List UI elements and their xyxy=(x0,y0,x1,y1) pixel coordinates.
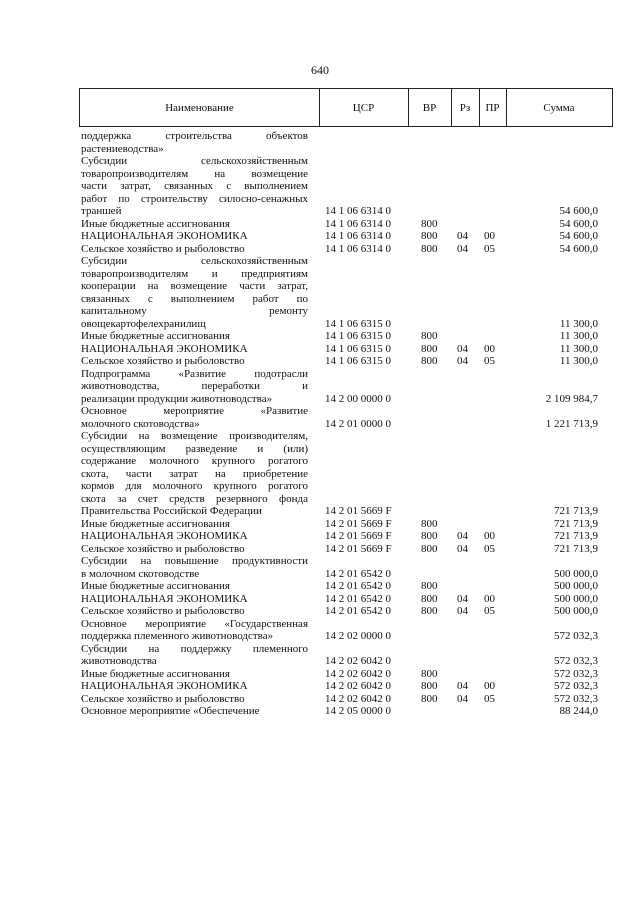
row-csr: 14 2 05 0000 0 xyxy=(325,705,391,717)
table-row xyxy=(0,330,640,343)
row-sum: 54 600,0 xyxy=(559,242,598,255)
row-csr: 14 2 01 6542 0 xyxy=(325,580,391,592)
row-name xyxy=(0,680,640,693)
row-vr: 800 xyxy=(421,530,438,542)
table-row xyxy=(0,430,640,518)
row-name-line: кормов для молочного крупного рогатого xyxy=(81,480,308,492)
row-vr: 800 xyxy=(421,355,438,367)
row-name xyxy=(0,518,640,531)
row-name-line: НАЦИОНАЛЬНАЯ ЭКОНОМИКА xyxy=(81,680,248,692)
row-name-line: Сельское хозяйство и рыболовство xyxy=(81,242,245,255)
table-row xyxy=(0,618,640,643)
row-csr: 14 2 01 0000 0 xyxy=(325,417,391,430)
row-csr: 14 1 06 6315 0 xyxy=(325,355,391,367)
row-pr: 00 xyxy=(484,592,495,605)
row-vr: 800 xyxy=(421,230,438,242)
row-name-line: Субсидии на возмещение производителям, xyxy=(81,430,308,442)
row-pr: 05 xyxy=(484,692,495,705)
row-name-line: Иные бюджетные ассигнования xyxy=(81,330,230,342)
row-name-line: молочного скотоводства» xyxy=(81,417,200,430)
row-name-line: реализации продукции животноводства» xyxy=(81,392,273,405)
row-csr: 14 2 02 0000 0 xyxy=(325,630,391,642)
row-name xyxy=(0,330,640,343)
row-name-line: работ по строительству силосно-сенажных xyxy=(81,192,308,205)
row-name xyxy=(0,643,640,668)
row-name xyxy=(0,543,640,556)
row-rz: 04 xyxy=(457,692,468,705)
row-csr: 14 2 00 0000 0 xyxy=(325,392,391,405)
row-sum: 54 600,0 xyxy=(559,205,598,217)
table-row xyxy=(0,530,640,543)
row-name-line: осуществляющим разведение и (или) xyxy=(81,442,308,455)
row-pr: 05 xyxy=(484,605,495,617)
row-name-line: Субсидии на повышение продуктивности xyxy=(81,555,308,567)
row-sum: 54 600,0 xyxy=(559,217,598,230)
row-name-line: животноводства xyxy=(81,655,157,667)
row-pr: 05 xyxy=(484,542,495,555)
row-pr: 00 xyxy=(484,680,495,692)
table-row xyxy=(0,593,640,606)
row-csr: 14 2 01 6542 0 xyxy=(325,592,391,605)
row-name-line: капитальному ремонту xyxy=(81,305,308,317)
row-name xyxy=(0,343,640,356)
row-csr: 14 2 02 6042 0 xyxy=(325,655,391,667)
row-name xyxy=(0,430,640,518)
table-row xyxy=(0,243,640,256)
table-row xyxy=(0,343,640,356)
table-row xyxy=(0,693,640,706)
row-sum: 1 221 713,9 xyxy=(545,417,598,430)
table-row xyxy=(0,368,640,406)
table-row xyxy=(0,518,640,531)
row-sum: 721 713,9 xyxy=(554,542,598,555)
row-vr: 800 xyxy=(421,592,438,605)
row-csr: 14 1 06 6314 0 xyxy=(325,205,391,217)
page-number: 640 xyxy=(311,63,329,77)
row-rz: 04 xyxy=(457,355,468,367)
row-name-line: Субсидии сельскохозяйственным xyxy=(81,255,308,267)
row-name xyxy=(0,530,640,543)
row-vr: 800 xyxy=(421,217,438,230)
row-csr: 14 2 02 6042 0 xyxy=(325,667,391,680)
table-header xyxy=(79,88,613,127)
row-sum: 572 032,3 xyxy=(554,680,598,692)
table-row xyxy=(0,155,640,218)
row-sum: 572 032,3 xyxy=(554,630,598,642)
row-name-line: Основное мероприятие «Развитие xyxy=(81,405,308,417)
row-vr: 800 xyxy=(421,330,438,342)
row-name xyxy=(0,218,640,231)
row-csr: 14 1 06 6314 0 xyxy=(325,217,391,230)
table-row xyxy=(0,230,640,243)
table-row xyxy=(0,218,640,231)
row-sum: 11 300,0 xyxy=(559,330,598,342)
row-vr: 800 xyxy=(421,542,438,555)
row-sum: 572 032,3 xyxy=(554,692,598,705)
row-name-line: кооперации на возмещение части затрат, xyxy=(81,280,308,292)
row-csr: 14 1 06 6315 0 xyxy=(325,317,391,330)
row-name-line: Сельское хозяйство и рыболовство xyxy=(81,605,245,617)
row-sum: 500 000,0 xyxy=(554,592,598,605)
row-sum: 88 244,0 xyxy=(559,705,598,717)
row-vr: 800 xyxy=(421,580,438,592)
row-csr: 14 1 06 6314 0 xyxy=(325,230,391,242)
row-csr: 14 2 02 6042 0 xyxy=(325,692,391,705)
row-sum: 721 713,9 xyxy=(554,505,598,517)
row-sum: 11 300,0 xyxy=(559,317,598,330)
row-csr: 14 2 01 5669 F xyxy=(325,542,392,555)
row-vr: 800 xyxy=(421,667,438,680)
row-name xyxy=(0,255,640,330)
row-name xyxy=(0,580,640,593)
row-name-line: Иные бюджетные ассигнования xyxy=(81,580,230,592)
row-name-line: Основное мероприятие «Обеспечение xyxy=(81,705,260,717)
row-csr: 14 2 02 6042 0 xyxy=(325,680,391,692)
row-csr: 14 2 01 6542 0 xyxy=(325,567,391,580)
table-row xyxy=(0,605,640,618)
row-name xyxy=(0,355,640,368)
row-name-line: траншей xyxy=(81,205,122,217)
row-name xyxy=(0,368,640,406)
row-sum: 572 032,3 xyxy=(554,655,598,667)
row-rz: 04 xyxy=(457,342,468,355)
row-csr: 14 2 01 5669 F xyxy=(325,530,392,542)
row-name-line: растениеводства» xyxy=(81,142,164,155)
row-name xyxy=(0,693,640,706)
row-pr: 00 xyxy=(484,230,495,242)
table-row xyxy=(0,255,640,330)
row-name-line: Субсидии сельскохозяйственным xyxy=(81,155,308,167)
row-name-line: скота за счет средств резервного фонда xyxy=(81,492,308,505)
table-row xyxy=(0,680,640,693)
row-name-line: НАЦИОНАЛЬНАЯ ЭКОНОМИКА xyxy=(81,342,248,355)
table-row xyxy=(0,405,640,430)
row-name xyxy=(0,230,640,243)
row-name-line: поддержка племенного животноводства» xyxy=(81,630,274,642)
row-vr: 800 xyxy=(421,517,438,530)
row-rz: 04 xyxy=(457,605,468,617)
row-csr: 14 1 06 6314 0 xyxy=(325,242,391,255)
row-sum: 11 300,0 xyxy=(559,355,598,367)
row-name xyxy=(0,705,640,718)
row-name-line: Иные бюджетные ассигнования xyxy=(81,217,230,230)
table-row xyxy=(0,355,640,368)
row-rz: 04 xyxy=(457,592,468,605)
row-name-line: НАЦИОНАЛЬНАЯ ЭКОНОМИКА xyxy=(81,592,248,605)
row-csr: 14 2 01 5669 F xyxy=(325,505,392,517)
row-sum: 2 109 984,7 xyxy=(545,392,598,405)
row-sum: 500 000,0 xyxy=(554,567,598,580)
row-csr: 14 2 01 5669 F xyxy=(325,517,392,530)
row-name-line: Иные бюджетные ассигнования xyxy=(81,517,230,530)
table-row xyxy=(0,580,640,593)
row-pr: 05 xyxy=(484,355,495,367)
row-name-line: животноводства, переработки и xyxy=(81,380,308,392)
row-name-line: Сельское хозяйство и рыболовство xyxy=(81,692,245,705)
row-name-line: Иные бюджетные ассигнования xyxy=(81,667,230,680)
row-rz: 04 xyxy=(457,530,468,542)
row-sum: 11 300,0 xyxy=(559,342,598,355)
row-name-line: Сельское хозяйство и рыболовство xyxy=(81,542,245,555)
table-body xyxy=(0,130,640,718)
row-sum: 500 000,0 xyxy=(554,580,598,592)
row-name-line: скота, части затрат на приобретение xyxy=(81,467,308,480)
row-pr: 05 xyxy=(484,242,495,255)
row-name-line: НАЦИОНАЛЬНАЯ ЭКОНОМИКА xyxy=(81,230,248,242)
table-row xyxy=(0,130,640,155)
row-name-line: товаропроизводителям и предприятиям xyxy=(81,267,308,280)
row-sum: 500 000,0 xyxy=(554,605,598,617)
row-pr: 00 xyxy=(484,530,495,542)
row-vr: 800 xyxy=(421,342,438,355)
row-vr: 800 xyxy=(421,605,438,617)
header-csr: ЦСР xyxy=(352,101,375,114)
row-name xyxy=(0,405,640,430)
row-name-line: Сельское хозяйство и рыболовство xyxy=(81,355,245,367)
row-vr: 800 xyxy=(421,692,438,705)
row-name xyxy=(0,555,640,580)
row-csr: 14 2 01 6542 0 xyxy=(325,605,391,617)
row-sum: 54 600,0 xyxy=(559,230,598,242)
row-name xyxy=(0,155,640,218)
row-name xyxy=(0,243,640,256)
row-sum: 721 713,9 xyxy=(554,517,598,530)
row-name-line: Субсидии на поддержку племенного xyxy=(81,642,308,655)
header-rz: Рз xyxy=(459,101,471,114)
row-name-line: поддержка строительства объектов xyxy=(81,130,308,142)
row-name-line: НАЦИОНАЛЬНАЯ ЭКОНОМИКА xyxy=(81,530,248,542)
row-name-line: части затрат, связанных с выполнением xyxy=(81,180,308,192)
table-row xyxy=(0,668,640,681)
row-name xyxy=(0,593,640,606)
row-vr: 800 xyxy=(421,242,438,255)
row-rz: 04 xyxy=(457,230,468,242)
row-name xyxy=(0,605,640,618)
row-name-line: Подпрограмма «Развитие подотрасли xyxy=(81,367,308,380)
header-vr: ВР xyxy=(422,101,437,114)
row-name-line: овощекартофелехранилищ xyxy=(81,317,206,330)
row-name-line: Основное мероприятие «Государственная xyxy=(81,617,308,630)
row-name-line: товаропроизводителям на возмещение xyxy=(81,167,308,180)
row-name xyxy=(0,130,640,155)
table-row xyxy=(0,643,640,668)
row-rz: 04 xyxy=(457,680,468,692)
table-row xyxy=(0,555,640,580)
row-sum: 572 032,3 xyxy=(554,667,598,680)
row-rz: 04 xyxy=(457,242,468,255)
row-pr: 00 xyxy=(484,342,495,355)
row-csr: 14 1 06 6315 0 xyxy=(325,330,391,342)
row-name-line: в молочном скотоводстве xyxy=(81,567,200,580)
row-name-line: Правительства Российской Федерации xyxy=(81,505,262,517)
header-name: Наименование xyxy=(165,101,234,114)
row-name-line: связанных с выполнением работ по xyxy=(81,292,308,305)
row-name xyxy=(0,668,640,681)
row-name-line: содержание молочного крупного рогатого xyxy=(81,455,308,467)
row-vr: 800 xyxy=(421,680,438,692)
header-pr: ПР xyxy=(485,101,500,114)
table-row xyxy=(0,543,640,556)
header-sum: Сумма xyxy=(543,101,575,114)
table-row xyxy=(0,705,640,718)
row-rz: 04 xyxy=(457,542,468,555)
row-sum: 721 713,9 xyxy=(554,530,598,542)
row-csr: 14 1 06 6315 0 xyxy=(325,342,391,355)
row-name xyxy=(0,618,640,643)
